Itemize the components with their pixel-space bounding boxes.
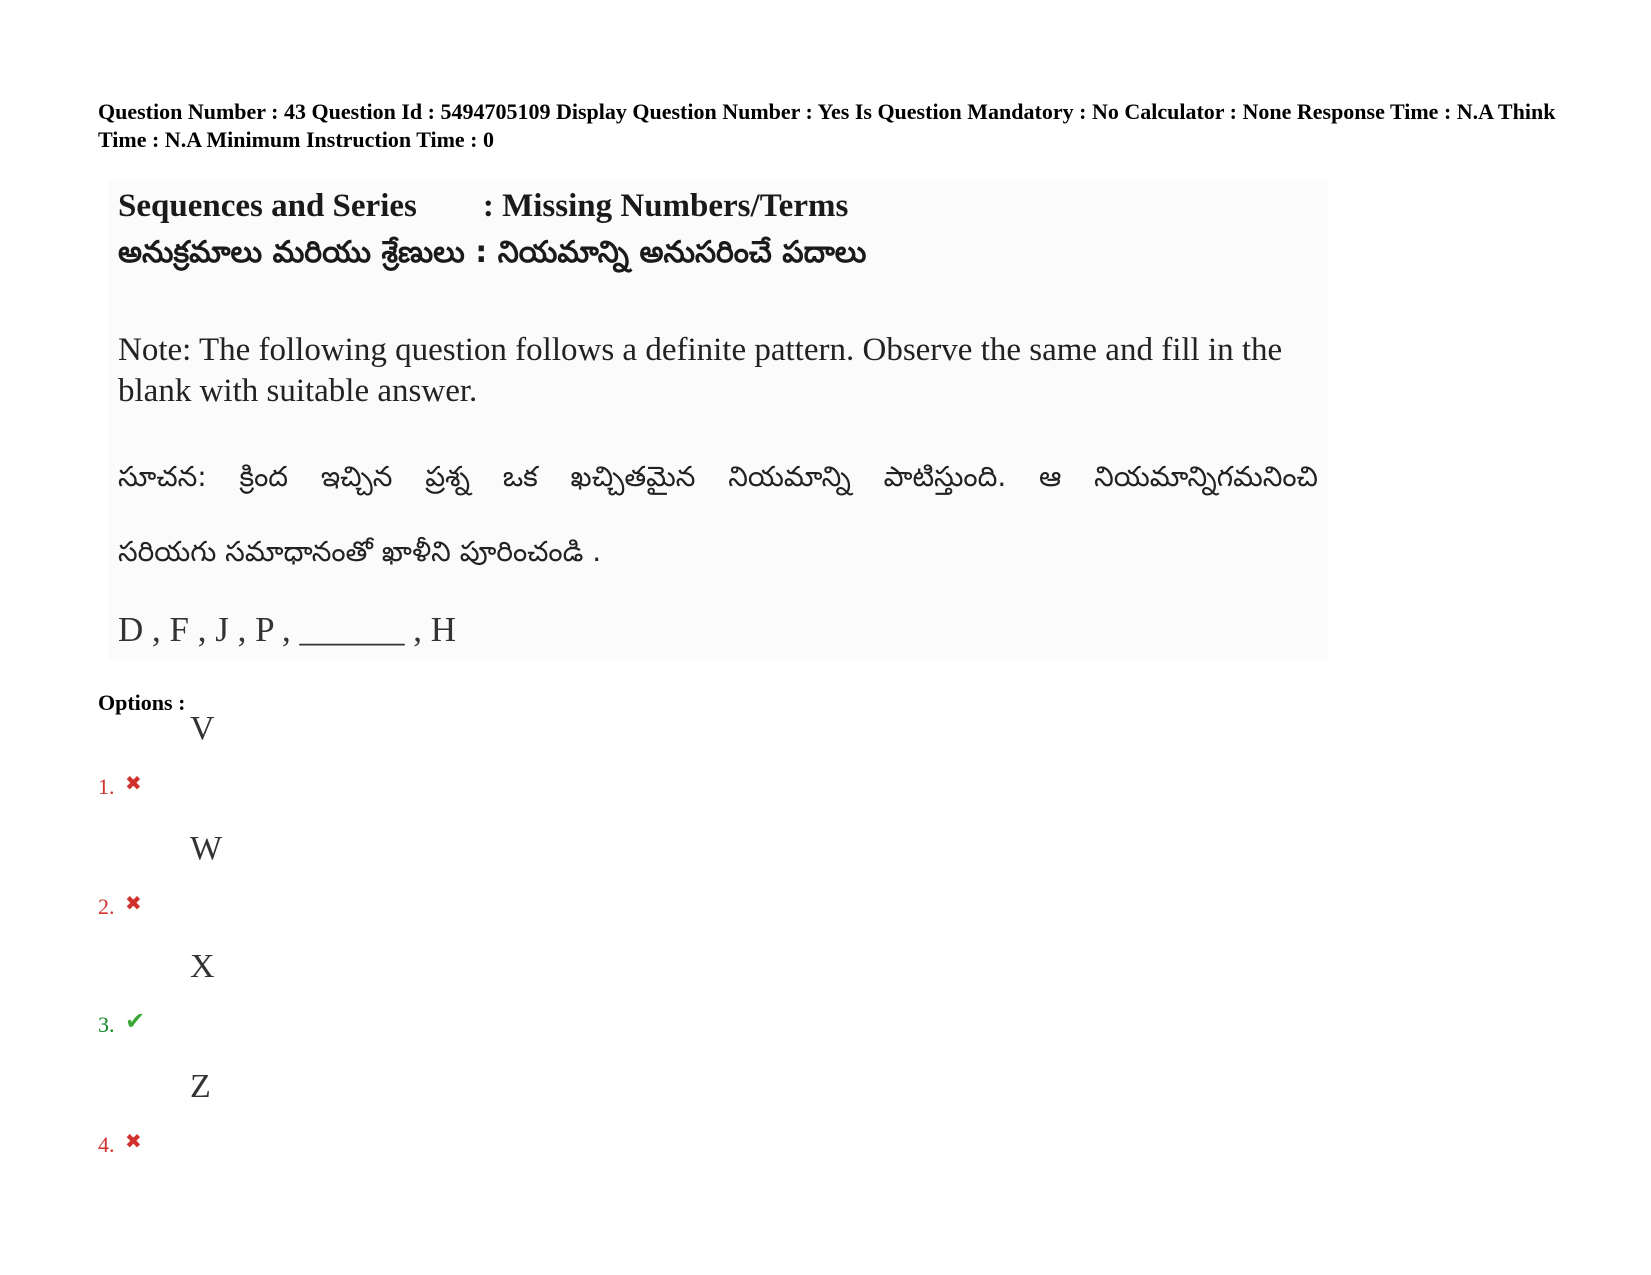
note-telugu-line-1: సూచన: క్రింద ఇచ్చిన ప్రశ్న ఒక ఖచ్చితమైన నియమాన్ని పాటిస్తుంది. ఆ నియమాన్నిగమనించి [118, 460, 1318, 493]
section-title-telugu: అనుక్రమాలు మరియు శ్రేణులు : నియమాన్ని అనుసరించే పదాలు [118, 235, 867, 270]
cross-icon: ✖ [125, 893, 142, 915]
option-number: 2. [98, 894, 115, 919]
question-metadata: Question Number : 43 Question Id : 5494705109 Display Question Number : Yes Is Question Mandatory : No Calculator : None Response Time : N.A Think Time : N.A Minimum Instruction Time : 0 [98, 99, 1556, 152]
option-answer: W [190, 830, 223, 867]
check-icon: ✔ [125, 1009, 146, 1035]
options-label: Options : [98, 690, 186, 715]
section-title-english: Sequences and Series : Missing Numbers/Terms [118, 188, 849, 224]
option-1 [98, 710, 498, 800]
question-image [108, 180, 1328, 660]
note-telugu-line-2: సరియగు సమాధానంతో ఖాళీని పూరించండి . [118, 535, 602, 568]
option-number: 3. [98, 1012, 115, 1037]
cross-icon: ✖ [125, 773, 142, 795]
option-number: 4. [98, 1132, 115, 1157]
option-4 [98, 1068, 498, 1158]
cross-icon: ✖ [125, 1131, 142, 1153]
option-number: 1. [98, 774, 115, 799]
note-english: Note: The following question follows a definite pattern. Observe the same and fill in the blank with suitable answer. [118, 332, 1283, 409]
option-answer: V [190, 710, 215, 747]
option-answer: Z [190, 1068, 211, 1105]
option-3 [98, 948, 498, 1038]
option-2 [98, 830, 498, 920]
option-answer: X [190, 948, 215, 985]
letter-sequence: D , F , J , P , ______ , H [118, 610, 457, 649]
